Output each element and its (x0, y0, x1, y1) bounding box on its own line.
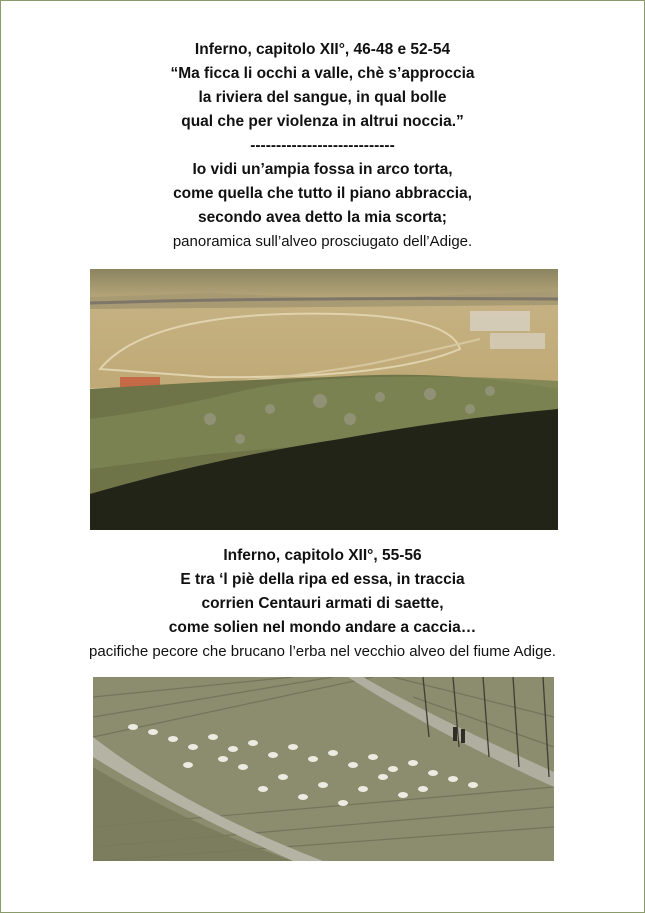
verse-line: come quella che tutto il piano abbraccia, (173, 185, 472, 202)
sheep-grazing-photo (93, 677, 554, 861)
verse-line: E tra ‘l piè della ripa ed essa, in traccia (180, 571, 465, 588)
verse-line: come solien nel mondo andare a caccia… (168, 619, 477, 636)
verse-line: “Ma ficca li occhi a valle, chè s’approccia (170, 65, 475, 82)
verse-heading-1: Inferno, capitolo XII°, 46-48 e 52-54 (194, 41, 451, 58)
verse-line: corrien Centauri armati di saette, (201, 595, 444, 612)
valley-panorama-photo (90, 269, 558, 530)
verse-heading-2: Inferno, capitolo XII°, 55-56 (223, 547, 422, 564)
verse-block-1 (0, 38, 645, 254)
verse-line: secondo avea detto la mia scorta; (198, 209, 447, 226)
photo-caption-1: panoramica sull’alveo prosciugato dell’Adige. (172, 233, 473, 250)
photo-caption-2: pacifiche pecore che brucano l’erba nel vecchio alveo del fiume Adige. (89, 643, 556, 660)
verse-line: qual che per violenza in altrui noccia.” (181, 113, 464, 130)
separator-line: ---------------------------- (250, 137, 395, 154)
verse-block-2 (0, 544, 645, 664)
verse-line: la riviera del sangue, in qual bolle (198, 89, 447, 106)
verse-line: Io vidi un’ampia fossa in arco torta, (192, 161, 453, 178)
